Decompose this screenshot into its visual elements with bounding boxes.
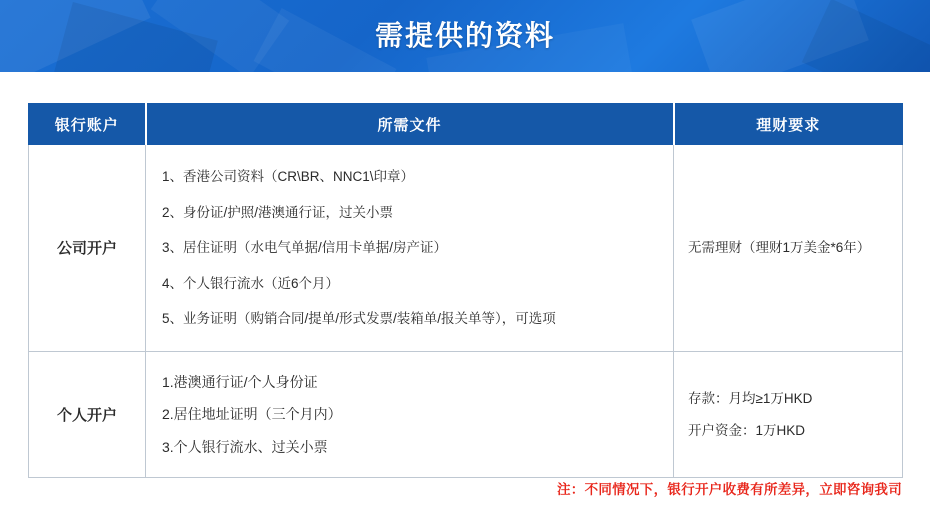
list-item: 3、居住证明（水电气单据/信用卡单据/房产证） bbox=[162, 240, 448, 256]
table-row bbox=[29, 145, 903, 352]
table-header-account: 银行账户 bbox=[29, 104, 146, 145]
table-header-documents: 所需文件 bbox=[146, 104, 674, 145]
documents-cell-company bbox=[146, 145, 674, 352]
list-item: 存款：月均≥1万HKD bbox=[688, 390, 813, 406]
list-item: 无需理财（理财1万美金*6年） bbox=[688, 240, 871, 256]
list-item: 1.港澳通行证/个人身份证 bbox=[162, 373, 318, 390]
requirements-table-wrapper bbox=[28, 103, 902, 478]
documents-cell-personal bbox=[146, 351, 674, 477]
header-banner bbox=[0, 0, 930, 72]
table-row bbox=[29, 351, 903, 477]
list-item: 开户资金：1万HKD bbox=[688, 422, 806, 438]
list-item: 2.居住地址证明（三个月内） bbox=[162, 406, 342, 423]
list-item: 3.个人银行流水、过关小票 bbox=[162, 438, 328, 455]
table-header-requirements: 理财要求 bbox=[674, 104, 903, 145]
requirements-table bbox=[28, 103, 903, 478]
list-item: 2、身份证/护照/港澳通行证，过关小票 bbox=[162, 204, 394, 220]
footer-note: 注：不同情况下，银行开户收费有所差异，立即咨询我司 bbox=[557, 482, 902, 497]
page-title: 需提供的资料 bbox=[374, 20, 555, 51]
requirements-cell-company bbox=[674, 145, 903, 352]
account-type-company: 公司开户 bbox=[29, 145, 146, 352]
list-item: 1、香港公司资料（CR\BR、NNC1\印章） bbox=[162, 169, 415, 184]
list-item: 4、个人银行流水（近6个月） bbox=[162, 275, 340, 291]
account-type-personal: 个人开户 bbox=[29, 351, 146, 477]
table-header-row bbox=[29, 104, 903, 145]
list-item: 5、业务证明（购销合同/提单/形式发票/装箱单/报关单等），可选项 bbox=[162, 311, 556, 327]
requirements-cell-personal bbox=[674, 351, 903, 477]
